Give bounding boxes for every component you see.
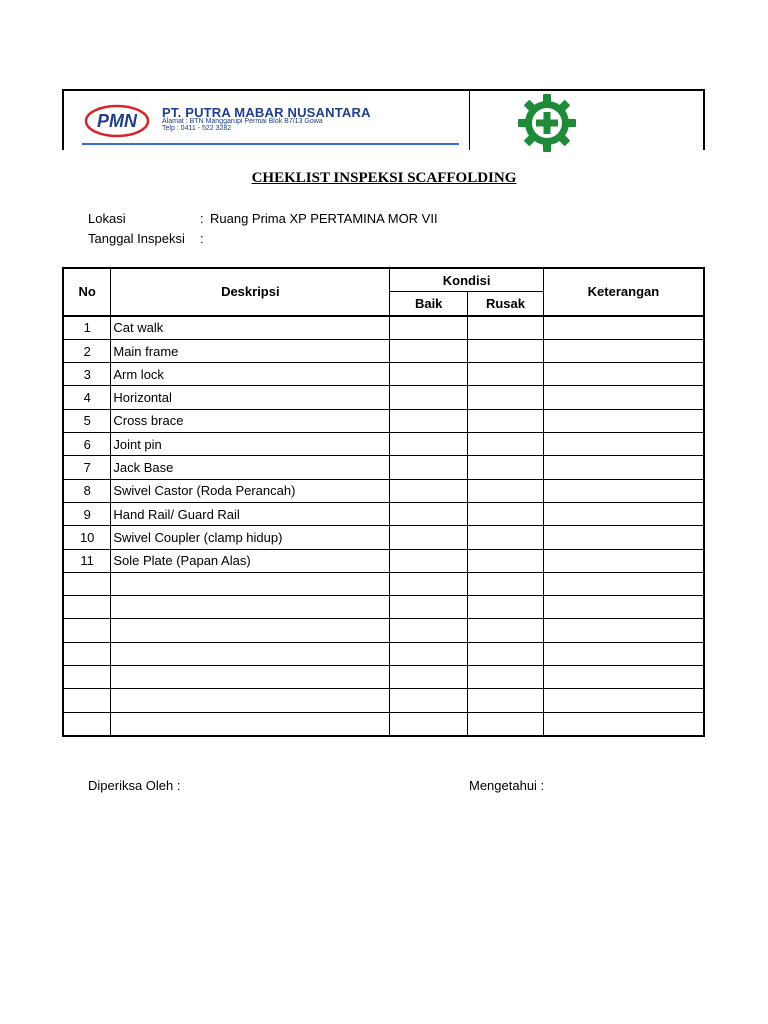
row-description: Cross brace (111, 409, 390, 432)
table-row (63, 666, 704, 689)
row-damaged-cell[interactable] (468, 619, 544, 642)
row-damaged-cell[interactable] (468, 666, 544, 689)
row-damaged-cell[interactable] (468, 456, 544, 479)
row-good-cell[interactable] (390, 712, 468, 736)
row-remarks-cell[interactable] (543, 642, 704, 665)
row-number (63, 712, 111, 736)
row-remarks-cell[interactable] (543, 502, 704, 525)
row-good-cell[interactable] (390, 433, 468, 456)
meta-location (88, 211, 438, 226)
row-number: 8 (63, 479, 111, 502)
row-damaged-cell[interactable] (468, 712, 544, 736)
table-row (63, 386, 704, 409)
row-number: 11 (63, 549, 111, 572)
row-remarks-cell[interactable] (543, 363, 704, 386)
row-damaged-cell[interactable] (468, 386, 544, 409)
row-remarks-cell[interactable] (543, 386, 704, 409)
acknowledged-by-label: Mengetahui : (469, 778, 545, 793)
row-number: 10 (63, 526, 111, 549)
row-good-cell[interactable] (390, 409, 468, 432)
row-good-cell[interactable] (390, 642, 468, 665)
row-damaged-cell[interactable] (468, 572, 544, 595)
table-row (63, 642, 704, 665)
row-remarks-cell[interactable] (543, 479, 704, 502)
row-description: Hand Rail/ Guard Rail (111, 502, 390, 525)
row-number (63, 572, 111, 595)
header-good: Baik (390, 292, 468, 316)
row-damaged-cell[interactable] (468, 316, 544, 340)
row-number: 1 (63, 316, 111, 340)
document-title: CHEKLIST INSPEKSI SCAFFOLDING (251, 170, 517, 186)
row-remarks-cell[interactable] (543, 456, 704, 479)
row-number: 7 (63, 456, 111, 479)
table-row (63, 526, 704, 549)
table-body (63, 316, 704, 736)
row-good-cell[interactable] (390, 363, 468, 386)
row-number: 9 (63, 502, 111, 525)
row-description: Horizontal (111, 386, 390, 409)
letterhead-divider (469, 91, 470, 150)
date-colon: : (200, 231, 204, 246)
row-remarks-cell[interactable] (543, 712, 704, 736)
row-description (111, 666, 390, 689)
table-row (63, 409, 704, 432)
row-number (63, 666, 111, 689)
row-number (63, 596, 111, 619)
row-remarks-cell[interactable] (543, 316, 704, 340)
row-damaged-cell[interactable] (468, 549, 544, 572)
header-no: No (63, 268, 111, 316)
company-address: Alamat : BTN Manggarupi Permai Blok B7/13 Gowa (162, 118, 323, 125)
row-good-cell[interactable] (390, 596, 468, 619)
row-good-cell[interactable] (390, 316, 468, 340)
row-number (63, 689, 111, 712)
row-description: Joint pin (111, 433, 390, 456)
row-damaged-cell[interactable] (468, 526, 544, 549)
row-damaged-cell[interactable] (468, 363, 544, 386)
row-description: Swivel Coupler (clamp hidup) (111, 526, 390, 549)
row-damaged-cell[interactable] (468, 479, 544, 502)
meta-date (88, 231, 210, 246)
row-description (111, 642, 390, 665)
date-label: Tanggal Inspeksi (88, 231, 185, 246)
letterhead (62, 89, 705, 150)
row-good-cell[interactable] (390, 386, 468, 409)
company-name: PT. PUTRA MABAR NUSANTARA (162, 105, 371, 120)
row-damaged-cell[interactable] (468, 689, 544, 712)
row-remarks-cell[interactable] (543, 572, 704, 595)
location-value: Ruang Prima XP PERTAMINA MOR VII (210, 211, 438, 226)
row-damaged-cell[interactable] (468, 433, 544, 456)
table-row (63, 572, 704, 595)
row-remarks-cell[interactable] (543, 339, 704, 362)
row-description (111, 619, 390, 642)
row-good-cell[interactable] (390, 526, 468, 549)
header-remarks: Keterangan (543, 268, 704, 316)
table-row (63, 619, 704, 642)
row-description (111, 596, 390, 619)
row-description (111, 572, 390, 595)
table-row (63, 689, 704, 712)
row-remarks-cell[interactable] (543, 596, 704, 619)
row-damaged-cell[interactable] (468, 409, 544, 432)
table-row (63, 712, 704, 736)
row-good-cell[interactable] (390, 619, 468, 642)
row-number: 3 (63, 363, 111, 386)
row-description: Cat walk (111, 316, 390, 340)
pmn-logo (84, 103, 150, 139)
location-label: Lokasi (88, 211, 126, 226)
row-good-cell[interactable] (390, 572, 468, 595)
row-damaged-cell[interactable] (468, 339, 544, 362)
row-description: Arm lock (111, 363, 390, 386)
header-damaged: Rusak (468, 292, 544, 316)
row-good-cell[interactable] (390, 339, 468, 362)
table-row (63, 316, 704, 340)
row-remarks-cell[interactable] (543, 549, 704, 572)
row-number (63, 619, 111, 642)
row-number: 6 (63, 433, 111, 456)
row-description: Swivel Castor (Roda Perancah) (111, 479, 390, 502)
row-remarks-cell[interactable] (543, 666, 704, 689)
header-description: Deskripsi (111, 268, 390, 316)
inspection-table (62, 267, 705, 737)
table-row (63, 502, 704, 525)
company-phone: Telp : 0411 - 522 3282 (162, 125, 232, 132)
k3-safety-cross-gear-icon (514, 93, 580, 153)
row-number: 4 (63, 386, 111, 409)
table-row (63, 433, 704, 456)
table-row (63, 456, 704, 479)
row-description (111, 689, 390, 712)
row-good-cell[interactable] (390, 689, 468, 712)
row-number (63, 642, 111, 665)
row-remarks-cell[interactable] (543, 433, 704, 456)
checked-by-label: Diperiksa Oleh : (88, 778, 181, 793)
header-condition: Kondisi (390, 268, 544, 292)
row-good-cell[interactable] (390, 502, 468, 525)
table-row (63, 596, 704, 619)
location-colon: : (200, 211, 204, 226)
row-remarks-cell[interactable] (543, 409, 704, 432)
row-good-cell[interactable] (390, 456, 468, 479)
row-number: 2 (63, 339, 111, 362)
row-good-cell[interactable] (390, 479, 468, 502)
row-damaged-cell[interactable] (468, 596, 544, 619)
row-description (111, 712, 390, 736)
row-description: Main frame (111, 339, 390, 362)
table-row (63, 479, 704, 502)
row-remarks-cell[interactable] (543, 526, 704, 549)
row-number: 5 (63, 409, 111, 432)
row-remarks-cell[interactable] (543, 689, 704, 712)
row-description: Jack Base (111, 456, 390, 479)
table-row (63, 363, 704, 386)
pmn-logo-text: PMN (97, 111, 137, 131)
row-good-cell[interactable] (390, 549, 468, 572)
row-damaged-cell[interactable] (468, 502, 544, 525)
row-damaged-cell[interactable] (468, 642, 544, 665)
letterhead-rule (82, 143, 459, 145)
row-description: Sole Plate (Papan Alas) (111, 549, 390, 572)
row-remarks-cell[interactable] (543, 619, 704, 642)
table-row (63, 549, 704, 572)
table-row (63, 339, 704, 362)
row-good-cell[interactable] (390, 666, 468, 689)
